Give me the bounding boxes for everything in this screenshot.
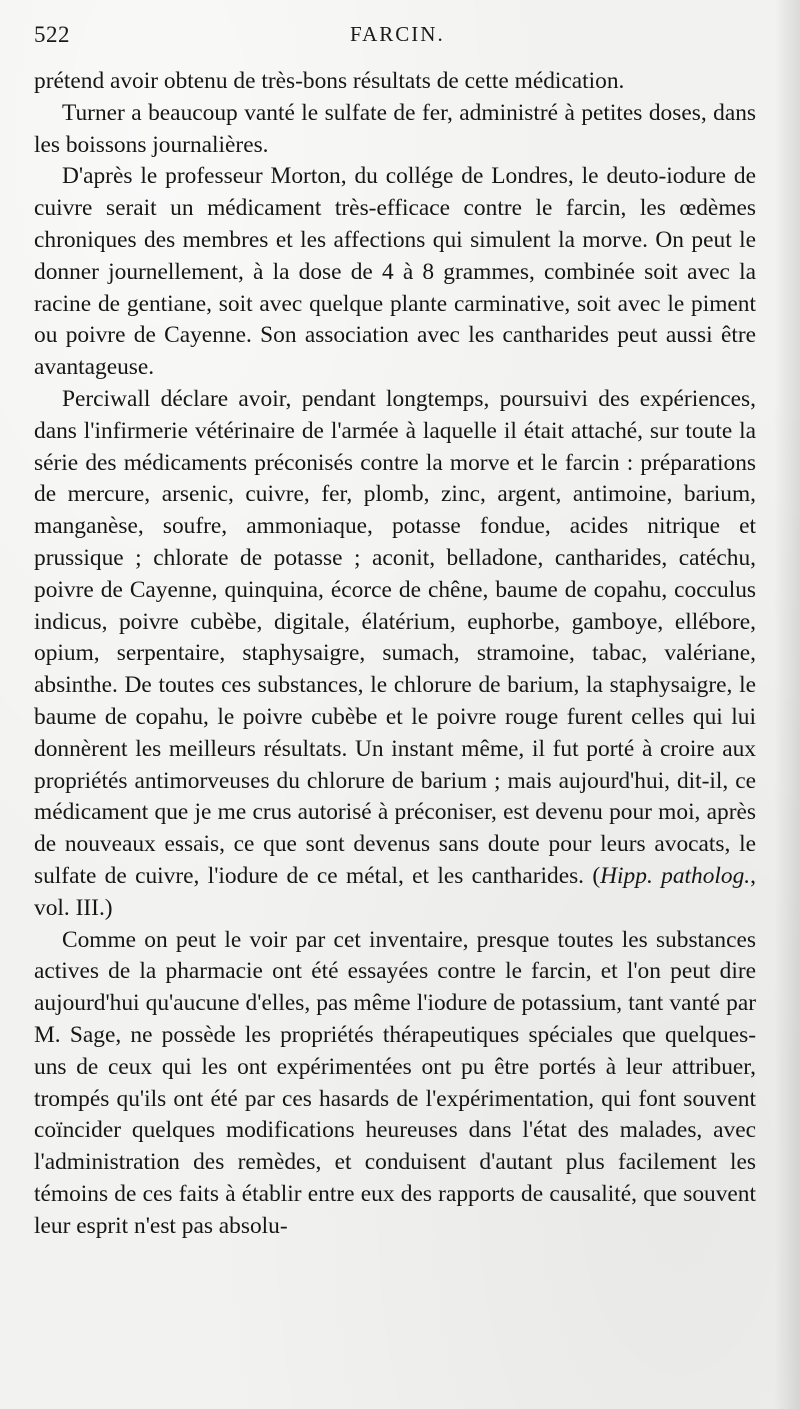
paragraph-morton: D'après le professeur Morton, du collége de Londres, le deuto-iodure de cuivre serait un médicament très-efficace contre le farcin, les œdèmes chroniques des membres et les affections qui simulent la morve. On peut le donner journellement, à la dose de 4 à 8 grammes, combinée soit avec la racine de gentiane, soit avec quelque plante carminative, soit avec le piment ou poivre de Cayenne. Son association avec les cantharides peut aussi être avantageuse. [34, 163, 756, 381]
body-text [34, 66, 756, 1242]
paragraph-perciwall-text: Perciwall déclare avoir, pendant longtemps, poursuivi des expériences, dans l'infirmerie vétérinaire de l'armée à laquelle il était attaché, sur toute la série des médicaments préconisés contre la morve et le farcin : préparations de mercure, arsenic, cuivre, fer, plomb, zinc, argent, antimoine, barium, manganèse, soufre, ammoniaque, potasse fondue, acides nitrique et prussique ; chlorate de potasse ; aconit, belladone, cantharides, catéchu, poivre de Cayenne, quinquina, écorce de chêne, baume de copahu, cocculus indicus, poivre cubèbe, digitale, élatérium, euphorbe, gamboye, ellébore, opium, serpentaire, staphysaigre, sumach, stramoine, tabac, valériane, absinthe. De toutes ces substances, le chlorure de barium, la staphysaigre, le baume de copahu, le poivre cubèbe et le poivre rouge furent celles qui lui donnèrent les meilleurs résultats. Un instant même, il fut porté à croire aux propriétés antimorveuses du chlorure de barium ; mais aujourd'hui, dit-il, ce médicament que je me crus autorisé à préconiser, est devenu pour moi, après de nouveaux essais, ce que sont devenus sans doute pour leurs avocats, le sulfate de cuivre, l'iodure de ce métal, et les cantharides. ( [34, 385, 756, 889]
running-title: FARCIN. [350, 22, 445, 46]
page-header [34, 18, 756, 58]
paragraph-perciwall [34, 384, 756, 925]
paragraph-continued: prétend avoir obtenu de très-bons résultats de cette médication. [34, 68, 625, 94]
citation-title: Hipp. patholog. [600, 862, 751, 889]
page-number: 522 [34, 22, 70, 47]
citation-volume: , vol. III.) [34, 862, 756, 921]
paragraph-turner: Turner a beaucoup vanté le sulfate de fer, administré à petites doses, dans les boissons journalières. [34, 99, 756, 158]
paragraph-inventaire: Comme on peut le voir par cet inventaire, presque toutes les substances actives de la pharmacie ont été essayées contre le farcin, et l'on peut dire aujourd'hui qu'aucune d'elles, pas même l'iodure de potassium, tant vanté par M. Sage, ne possède les propriétés thérapeutiques spéciales que quelques-uns de ceux qui les ont expérimentées ont pu être portés à leur attribuer, trompés qu'ils ont été par ces hasards de l'expérimentation, qui font souvent coïncider quelques modifications heureuses dans l'état des malades, avec l'administration des remèdes, et conduisent d'autant plus facilement les témoins de ces faits à établir entre eux des rapports de causalité, que souvent leur esprit n'est pas absolu- [34, 926, 756, 1239]
